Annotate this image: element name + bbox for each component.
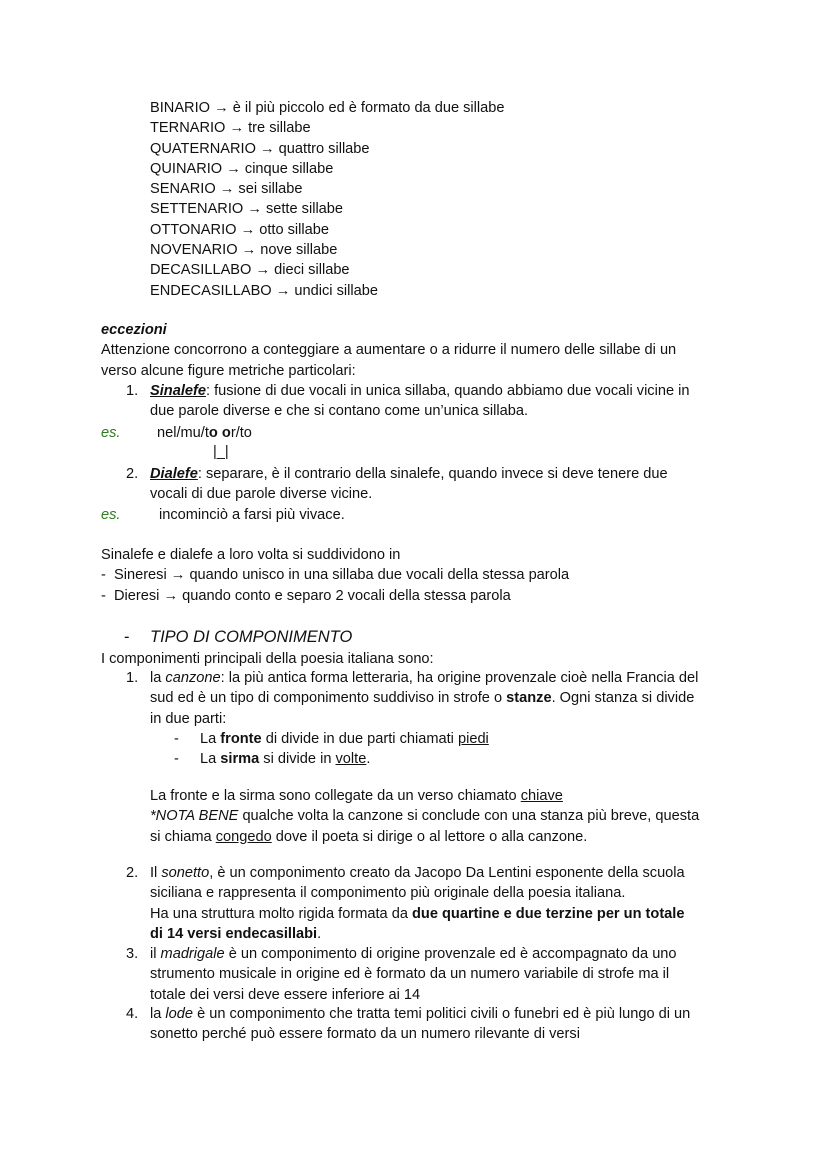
meter-quaternario: QUATERNARIO → quattro sillabe — [150, 140, 370, 157]
sirma-subitem: - La sirma si divide in volte. — [174, 751, 371, 768]
canzone-term: canzone — [165, 670, 221, 686]
meter-endecasillabo: ENDECASILLABO → undici sillabe — [150, 282, 378, 299]
meter-ternario: TERNARIO → tre sillabe — [150, 120, 311, 137]
sinalefe-item: 1. Sinalefe: fusione di due vocali in unica sillaba, quando abbiamo due vocali vicine in due parole diverse e che si contano come un’unica sillaba. — [126, 381, 766, 422]
es-label-2: es. — [101, 507, 121, 523]
madrigale-term: madrigale — [160, 946, 225, 962]
eccezioni-intro-2: verso alcune figure metriche particolari: — [101, 362, 356, 379]
eccezioni-intro-1: Attenzione concorrono a conteggiare a aumentare o a ridurre il numero delle sillabe di un — [101, 342, 677, 359]
sinalefe-mark: |_| — [213, 444, 229, 460]
sinalefe-term: Sinalefe — [150, 383, 206, 399]
lode-term: lode — [165, 1006, 194, 1022]
sinalefe-number: 1. — [126, 383, 139, 399]
fronte-subitem: - La fronte di divide in due parti chiamati piedi - La sirma si divide in volte. — [174, 729, 814, 770]
canzone-notes — [150, 786, 790, 847]
dialefe-item: 2. Dialefe: separare, è il contrario della sinalefe, quando invece si deve tenere due vocali di due parole diverse vicine. — [126, 464, 766, 505]
lode-item: 4. la lode è un componimento che tratta temi politici civili o funebri ed è più lungo di un sonetto perché può essere formato da un numero rilevante di versi — [126, 1006, 691, 1043]
eccezioni-section — [101, 320, 741, 381]
dialefe-example: incominciò a farsi più vivace. — [159, 507, 345, 523]
subdivision-intro: Sinalefe e dialefe a loro volta si suddividono in — [101, 547, 401, 563]
sonetto-item: 2. Il sonetto, è un componimento creato da Jacopo Da Lentini esponente della scuola siciliana e rappresenta il componimento più originale della poesia italiana. Ha una struttura molto rigida formata da due quartine e due terzine per un totale di 14 versi endecasillabi. — [126, 865, 685, 942]
dialefe-number: 2. — [126, 466, 139, 482]
meters-list — [150, 98, 790, 301]
sinalefe-example: nel/mu/to or/to — [157, 425, 252, 441]
sonetto-term: sonetto — [161, 865, 210, 881]
meter-decasillabo: DECASILLABO → dieci sillabe — [150, 262, 350, 279]
tipo-heading-text: TIPO DI COMPONIMENTO — [150, 628, 353, 646]
dieresi-item: - Dieresi → quando conto e separo 2 vocali della stessa parola — [101, 587, 511, 604]
meter-settenario: SETTENARIO → sette sillabe — [150, 201, 344, 218]
meter-ottonario: OTTONARIO → otto sillabe — [150, 221, 329, 238]
tipo-intro: I componimenti principali della poesia italiana sono: — [101, 651, 434, 667]
meter-binario: BINARIO → è il più piccolo ed è formato da due sillabe — [150, 100, 505, 116]
dialefe-term: Dialefe — [150, 466, 198, 482]
sineresi-item: - Sineresi → quando unisco in una sillaba due vocali della stessa parola — [101, 567, 570, 584]
madrigale-item: 3. il madrigale è un componimento di origine provenzale ed è accompagnato da uno strumento musicale in origine ed è formato da un numero variabile di strofe ma il totale dei versi deve essere inferiore ai 14 — [126, 946, 677, 1003]
meter-senario: SENARIO → sei sillabe — [150, 181, 303, 198]
nota-bene-line: *NOTA BENE qualche volta la canzone si conclude con una stanza più breve, questa — [150, 808, 700, 825]
dialefe-text-2: vocali di due parole diverse vicine. — [150, 486, 373, 503]
canzone-item: 1. la canzone: la più antica forma letteraria, ha origine provenzale cioè nella Francia del sud ed è un tipo di componimento suddiviso in strofe o stanze. Ogni stanza si divide in due parti: — [126, 670, 699, 727]
eccezioni-title: eccezioni — [101, 322, 167, 338]
chiave-line: La fronte e la sirma sono collegate da un verso chiamato chiave — [150, 788, 563, 804]
meter-novenario: NOVENARIO → nove sillabe — [150, 242, 338, 259]
meter-quinario: QUINARIO → cinque sillabe — [150, 160, 334, 177]
tipo-heading: - TIPO DI COMPONIMENTO — [124, 628, 353, 646]
subdivision-section — [101, 545, 741, 606]
congedo-line: si chiama congedo dove il poeta si dirige o al lettore o alla canzone. — [150, 828, 588, 845]
sinalefe-text-2: due parole diverse e che si contano come un’unica sillaba. — [150, 403, 529, 420]
es-label-1: es. — [101, 425, 121, 441]
